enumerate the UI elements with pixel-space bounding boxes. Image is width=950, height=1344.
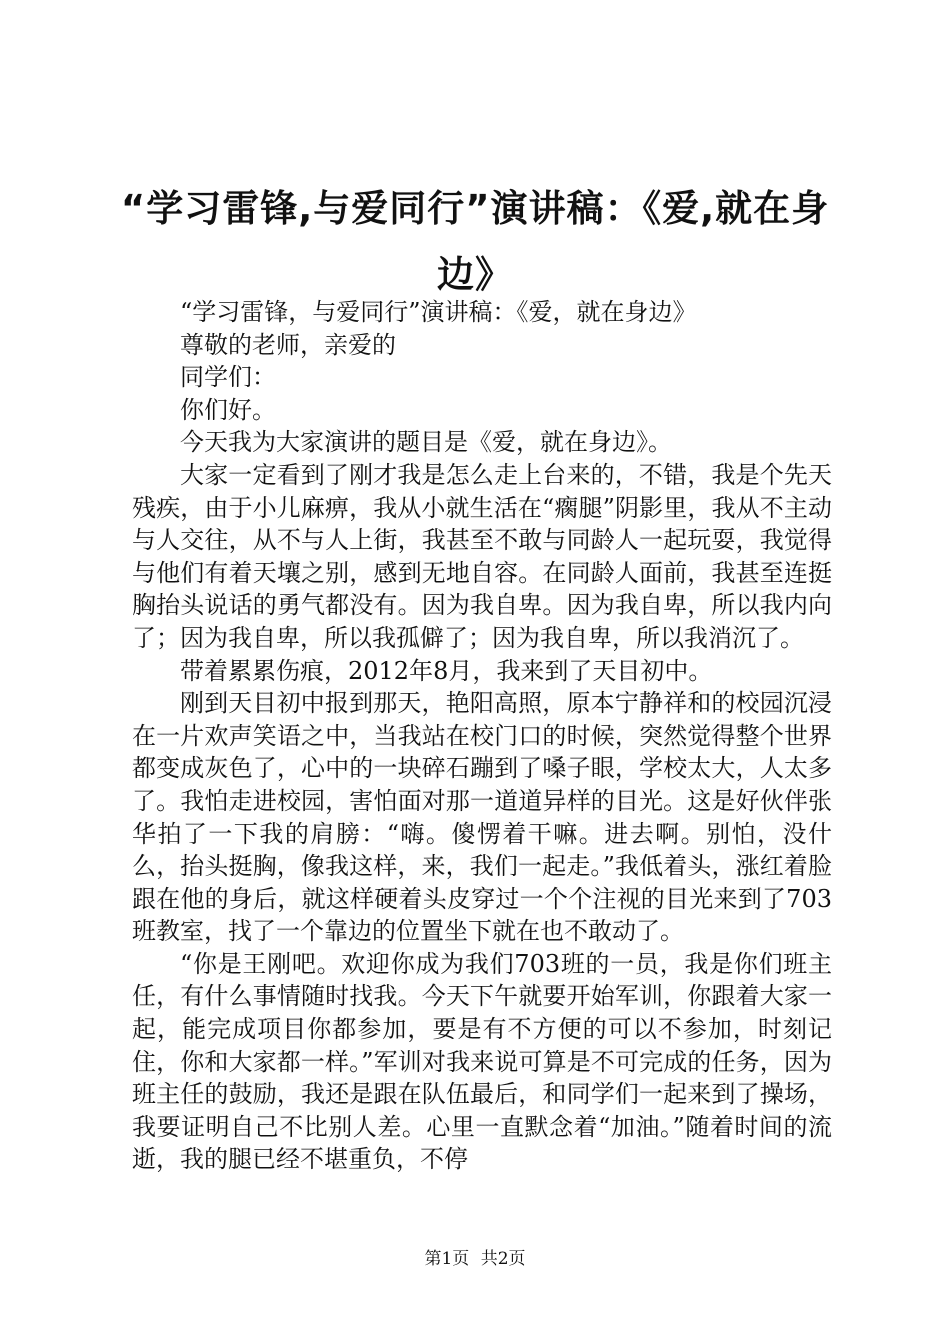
paragraph: 今天我为大家演讲的题目是《爱，就在身边》。 <box>180 428 672 457</box>
paragraph: 你们好。 <box>180 395 276 424</box>
paragraph: 尊敬的老师，亲爱的 <box>180 330 396 359</box>
page-footer <box>0 1244 950 1269</box>
paragraph: 大家一定看到了刚才我是怎么走上台来的，不错，我是个先天残疾，由于小儿麻痹，我从小就生活在“瘸腿”阴影里，我从不主动与人交往，从不与人上街，我甚至不敢与同龄人一起玩耍，我觉得与他们有着天壤之别，感到无地自容。在同龄人面前，我甚至连挺胸抬头说话的勇气都没有。因为我自卑。因为我自卑，所以我内向了；因为我自卑，所以我孤僻了；因为我自卑，所以我消沉了。 <box>132 460 832 652</box>
paragraph: 带着累累伤痕，2012年8月，我来到了天目初中。 <box>180 656 713 685</box>
paragraph: “学习雷锋，与爱同行”演讲稿：《爱，就在身边》 <box>180 298 697 326</box>
document-title: “学习雷锋,与爱同行”演讲稿：《爱,就在身边》 <box>120 187 830 296</box>
page-total: 共2页 <box>480 1249 526 1269</box>
paragraph: 刚到天目初中报到那天，艳阳高照，原本宁静祥和的校园沉浸在一片欢声笑语之中，当我站在校门口的时候，突然觉得整个世界都变成灰色了，心中的一块碎石蹦到了嗓子眼，学校太大，人太多了。我怕走进校园，害怕面对那一道道异样的目光。这是好伙伴张华拍了一下我的肩膀：“嗨。傻愣着干嘛。进去啊。别怕，没什么，抬头挺胸，像我这样，来，我们一起走。”我低着头，涨红着脸跟在他的身后，就这样硬着头皮穿过一个个注视的目光来到了703班教室，找了一个靠边的位置坐下就在也不敢动了。 <box>132 689 832 946</box>
paragraph: 同学们： <box>180 363 276 392</box>
paragraph: “你是王刚吧。欢迎你成为我们703班的一员，我是你们班主任，有什么事情随时找我。今天下午就要开始军训，你跟着大家一起，能完成项目你都参加，要是有不方便的可以不参加，时刻记住，你和大家都一样。”军训对我来说可算是不可完成的任务，因为班主任的鼓励，我还是跟在队伍最后，和同学们一起来到了操场，我要证明自己不比别人差。心里一直默念着“加油。”随着时间的流逝，我的腿已经不堪重负，不停 <box>132 949 832 1174</box>
document-body <box>132 296 832 1176</box>
page-number: 第1页 <box>424 1249 470 1269</box>
